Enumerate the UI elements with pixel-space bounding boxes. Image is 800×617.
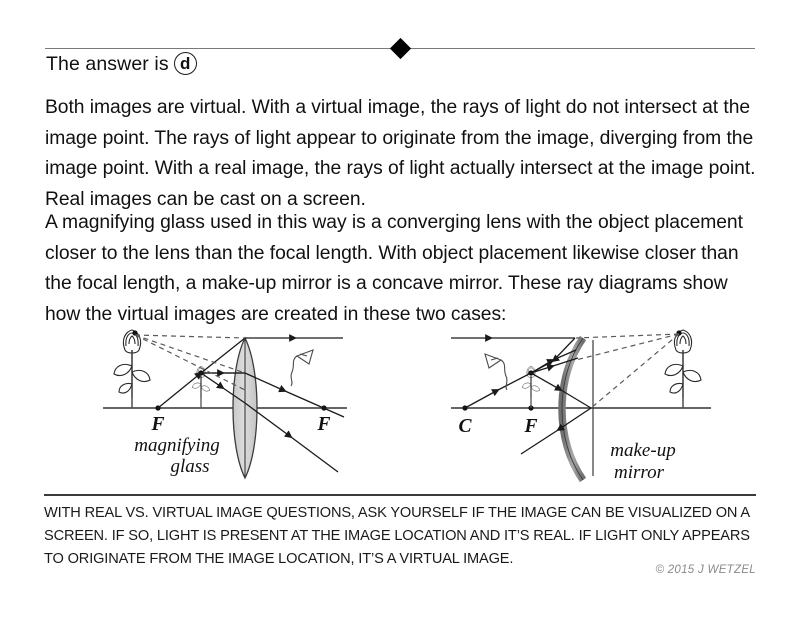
right-observer-eye-icon (485, 354, 507, 390)
bottom-divider-rule (44, 494, 756, 496)
left-virtual-ray-1 (135, 335, 245, 338)
answer-prefix-label: The answer is (46, 52, 169, 75)
observer-eye-icon (291, 350, 313, 386)
footer-tip-text: WITH REAL VS. VIRTUAL IMAGE QUESTIONS, ASK YOURSELF IF THE IMAGE CAN BE VISUALIZED ON A SCREEN. IF SO, LIGHT IS PRESENT AT THE IMAGE LOCATION AND IT’S REAL. IF LIGHT ONLY APPEARS TO ORIGINATE FROM THE IMAGE LOCATION, IT’S A VIRTUAL IMAGE. (44, 505, 750, 567)
virtual-image-rose-icon (114, 330, 150, 408)
left-caption-line-1: magnifying (134, 435, 220, 456)
right-caption-line-2: mirror (614, 462, 664, 483)
right-caption-line-1: make-up (610, 440, 676, 461)
left-diagram-group (103, 330, 347, 478)
diamond-ornament-icon (390, 38, 411, 59)
left-focal-label-near: F (151, 414, 165, 435)
explanation-paragraph-1: Both images are virtual. With a virtual image, the rays of light do not intersect at the image point. The rays of light appear to originate from the image, diverging from the image point. With a real image, the rays of light actually intersect at the image point. Real images can be cast on a screen. (45, 97, 756, 210)
explanation-paragraph-2: A magnifying glass used in this way is a converging lens with the object placement closer to the lens than the focal length. With object placement likewise closer than the focal length, a make-up mirror is a concave mirror. These ray diagrams show how the virtual images are created in these two cases: (45, 212, 743, 325)
right-diagram-group (451, 330, 711, 483)
left-virtual-ray-2 (135, 335, 245, 373)
center-of-curvature-label: C (458, 416, 472, 437)
answer-line (46, 50, 197, 77)
right-focal-label: F (524, 416, 538, 437)
ray-diagrams-svg (95, 320, 725, 495)
left-ray-refracted-through-focus (245, 373, 344, 417)
ray-diagrams-figure (95, 320, 725, 495)
right-virtual-rays-group (576, 334, 679, 408)
right-ray-through-center (465, 373, 531, 408)
left-focal-label-far: F (317, 414, 331, 435)
copyright-notice: © 2015 J WETZEL (655, 564, 756, 576)
left-caption-line-2: glass (170, 456, 210, 477)
answer-choice-badge: d (174, 52, 197, 75)
right-virtual-ray-1 (576, 334, 679, 338)
